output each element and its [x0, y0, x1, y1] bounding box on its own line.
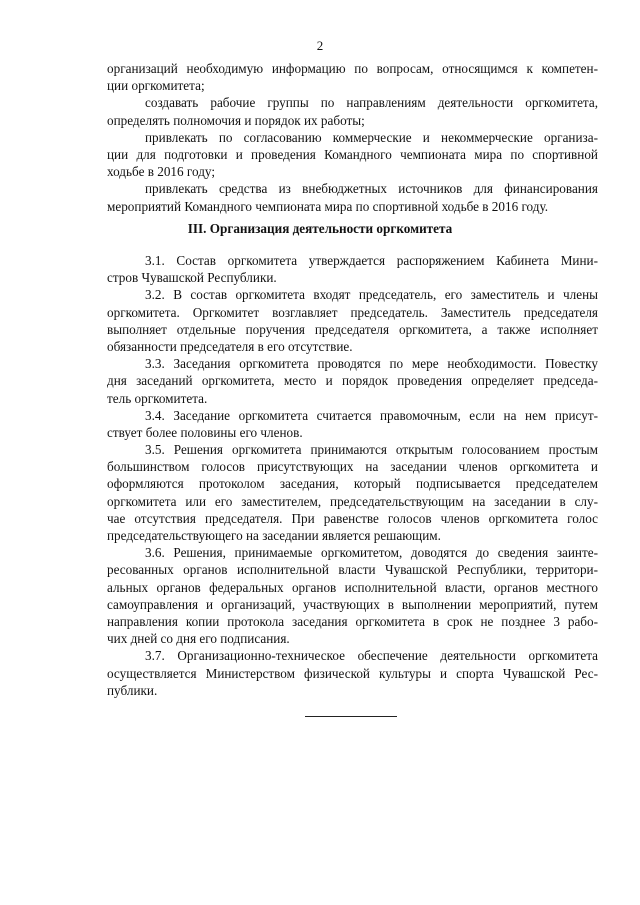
paragraph-block-2	[107, 252, 598, 699]
text-line: самоуправления и организаций, участвующих в выполнении мероприятий, путем	[107, 596, 598, 612]
section-heading: III. Организация деятельности оргкомитета	[187, 221, 453, 236]
text-line: обязанности председателя в его отсутствие.	[107, 338, 353, 354]
text-line: 3.1. Состав оргкомитета утверждается распоряжением Кабинета Мини-	[145, 253, 598, 268]
text-line: оргкомитета. Оргкомитет возглавляет председатель. Заместитель председателя	[107, 304, 598, 320]
text-line: создавать рабочие группы по направлениям деятельности оргкомитета,	[145, 95, 598, 111]
paragraph-block-1	[107, 60, 598, 215]
text-line: оргкомитета или его заместителем, председательствующим на заседании в слу-	[107, 493, 598, 509]
text-line: ствует более половины его членов.	[107, 424, 303, 440]
text-line: чае отсутствия председателя. При равенстве голосов членов оргкомитета голос	[107, 510, 598, 526]
text-line: организаций необходимую информацию по вопросам, относящимся к компетен-	[107, 61, 598, 76]
text-line: 3.4. Заседание оргкомитета считается правомочным, если на нем присут-	[145, 407, 598, 423]
text-line: привлекать по согласованию коммерческие и некоммерческие организа-	[145, 129, 598, 145]
text-line: оформляются протоколом заседания, который подписывается председателем	[107, 476, 598, 492]
text-line: выполняет отдельные поручения председателя оргкомитета, а также исполняет	[107, 321, 598, 337]
text-line: ресованных органов исполнительной власти Чувашской Республики, территори-	[107, 562, 598, 578]
text-line: председательствующего на заседании является решающим.	[107, 528, 441, 543]
text-line: альных органов федеральных органов исполнительной власти, органов местного	[107, 579, 598, 595]
text-line: 3.7. Организационно-техническое обеспечение деятельности оргкомитета	[145, 648, 598, 664]
text-line: направления копии протокола заседания оргкомитета в срок не позднее 3 рабо-	[107, 613, 598, 629]
text-line: ции для подготовки и проведения Командного чемпионата мира по спортивной	[107, 146, 598, 162]
text-line: чих дней со дня его подписания.	[107, 631, 290, 647]
text-line: мероприятий Командного чемпионата мира по спортивной ходьбе в 2016 году.	[107, 198, 549, 214]
text-line: определять полномочия и порядок их работы;	[107, 112, 365, 128]
page-number: 2	[316, 38, 324, 53]
text-line: 3.6. Решения, принимаемые оргкомитетом, доводятся до сведения заинте-	[145, 545, 598, 561]
text-line: стров Чувашской Республики.	[107, 270, 277, 286]
text-line: ходьбе в 2016 году;	[107, 164, 215, 180]
text-line: 3.3. Заседания оргкомитета проводятся по мере необходимости. Повестку	[145, 356, 598, 372]
text-line: большинством голосов присутствующих на заседании членов оргкомитета и	[107, 459, 598, 475]
text-line: ции оргкомитета;	[107, 78, 205, 94]
text-line: тель оргкомитета.	[107, 390, 208, 406]
text-line: привлекать средства из внебюджетных источников для финансирования	[145, 181, 598, 197]
text-line: 3.2. В состав оргкомитета входят председатель, его заместитель и члены	[145, 287, 598, 303]
end-separator-line	[305, 716, 397, 717]
text-line: дня заседаний оргкомитета, место и порядок проведения определяет председа-	[107, 373, 598, 389]
text-line: осуществляется Министерством физической культуры и спорта Чувашской Рес-	[107, 665, 598, 681]
text-line: публики.	[107, 682, 158, 698]
text-line: 3.5. Решения оргкомитета принимаются открытым голосованием простым	[145, 442, 598, 458]
